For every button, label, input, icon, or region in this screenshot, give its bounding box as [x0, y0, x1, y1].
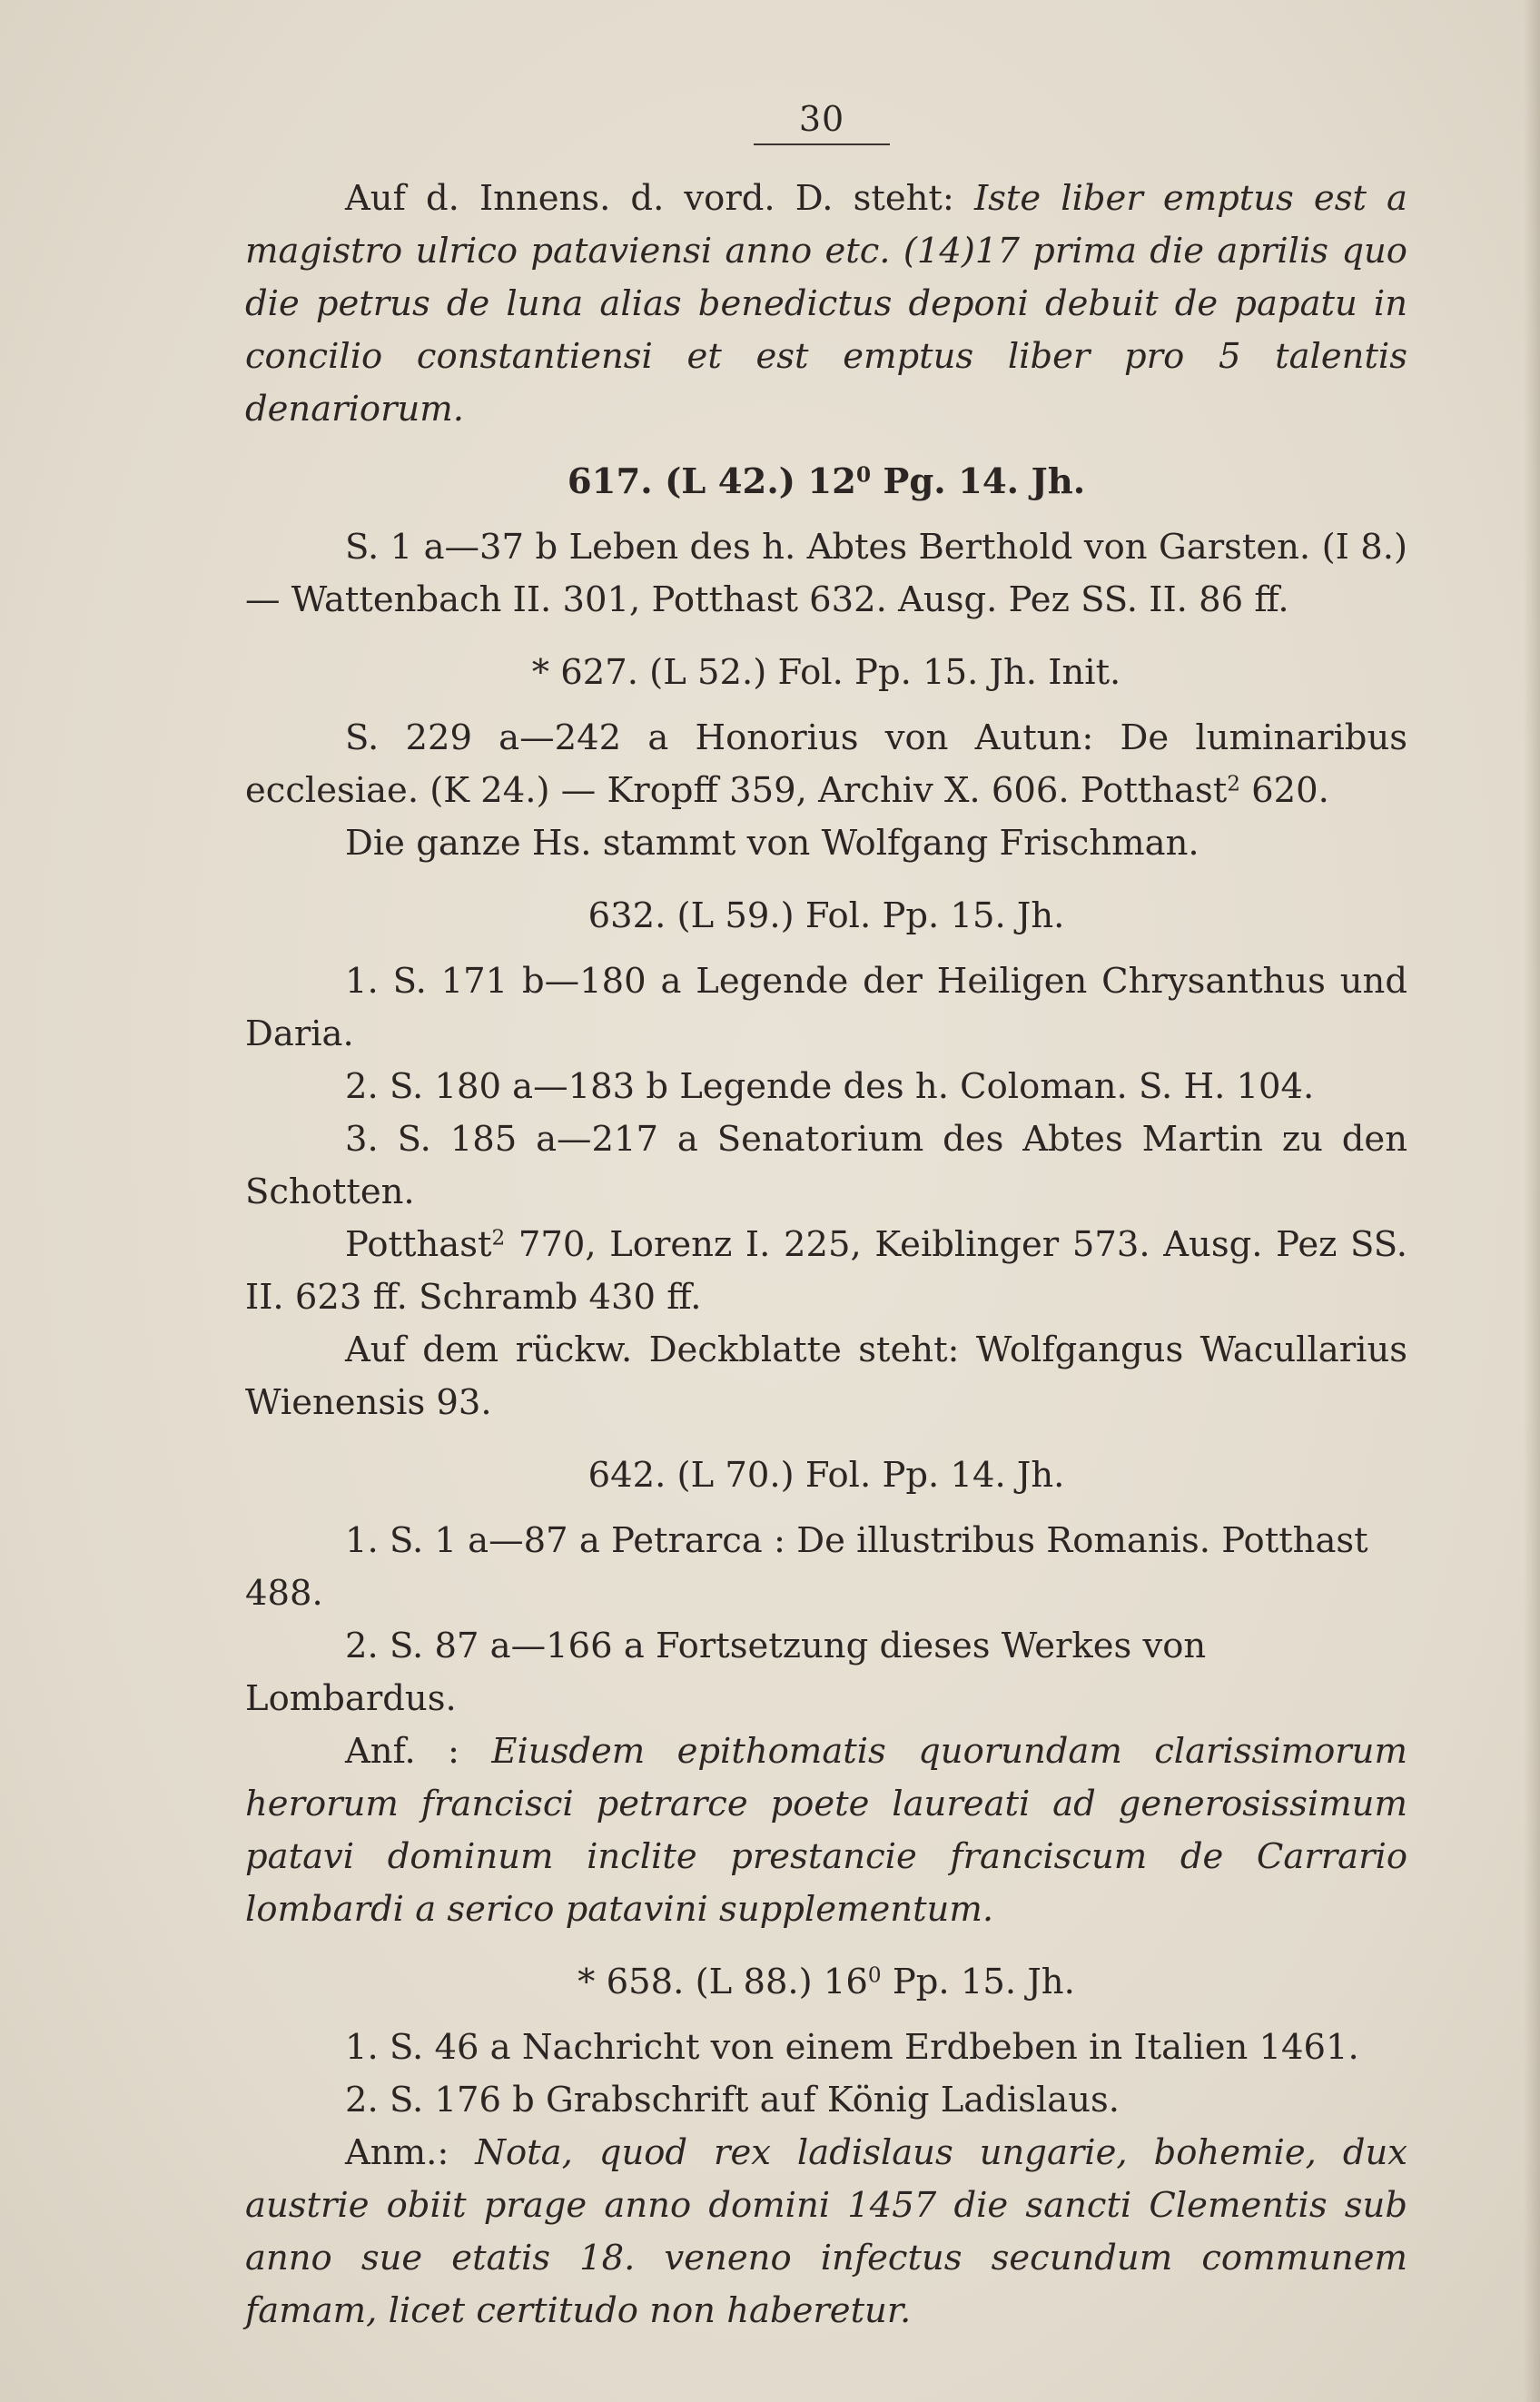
- entry-632-refs-rest: 770, Lorenz I. 225, Keiblinger 573. Ausg. Pez SS. II. 623 ff. Schramb 430 ff.: [245, 1224, 1407, 1318]
- entry-642-anf-prefix: Anf. :: [345, 1731, 492, 1772]
- entry-658-heading-rest: Pp. 15. Jh.: [881, 1962, 1075, 2002]
- entry-627-line1-rest: 620.: [1239, 770, 1329, 811]
- entry-632-item1: 1. S. 171 b—180 a Legende der Heiligen Chrysanthus und Daria.: [245, 961, 1407, 1054]
- entry-658-item1: 1. S. 46 a Nachricht von einem Erdbeben in Italien 1461.: [345, 2027, 1359, 2068]
- entry-642-item1: 1. S. 1 a—87 a Petrarca : De illustribus Romanis. Potthast 488.: [245, 1520, 1368, 1614]
- intro-paragraph: [245, 173, 1407, 436]
- entry-627-line1: [245, 712, 1407, 817]
- page-body: [245, 173, 1407, 2338]
- entry-627-line1-text: S. 229 a—242 a Honorius von Autun: De luminaribus ecclesiae. (K 24.) — Kropff 359, Archiv X. 606. Potthast: [245, 717, 1407, 811]
- entry-617-heading-sup: 0: [855, 462, 872, 488]
- entry-658-anm-italic: Nota, quod rex ladislaus ungarie, bohemie, dux austrie obiit prage anno domini 1457 die sancti Clementis sub anno sue etatis 18. veneno infectus secundum communem famam, licet certitudo non haberetur.: [245, 2132, 1407, 2331]
- entry-627-heading: * 627. (L 52.) Fol. Pp. 15. Jh. Init.: [531, 652, 1121, 693]
- intro-prefix: Auf d. Innens. d. vord. D. steht:: [345, 178, 974, 219]
- entry-642-item2: 2. S. 87 a—166 a Fortsetzung dieses Werkes von Lombardus.: [245, 1626, 1207, 1719]
- entry-658-heading: [245, 1956, 1407, 2009]
- entry-632-item2: 2. S. 180 a—183 b Legende des h. Coloman. S. H. 104.: [345, 1066, 1315, 1107]
- entry-658-anm: [245, 2127, 1407, 2338]
- entry-617-heading: [245, 456, 1407, 509]
- entry-617-heading-rest: Pg. 14. Jh.: [871, 461, 1086, 502]
- entry-658-heading-sup: 0: [867, 1963, 882, 1988]
- entry-632-refs: [245, 1219, 1407, 1324]
- entry-658-anm-prefix: Anm.:: [345, 2132, 476, 2173]
- entry-658-item2: 2. S. 176 b Grabschrift auf König Ladislaus.: [345, 2080, 1120, 2120]
- entry-632-refs-sup: 2: [491, 1226, 506, 1250]
- entry-658-heading-text: * 658. (L 88.) 16: [578, 1962, 868, 2002]
- intro-italic-quote: Iste liber emptus est a magistro ulrico pataviensi anno etc. (14)17 prima die aprilis quo die petrus de luna alias benedictus deponi debuit de papatu in concilio constantiensi et est emptus liber pro 5 talentis denariorum.: [245, 178, 1407, 430]
- entry-617-heading-text: 617. (L 42.) 12: [567, 461, 856, 502]
- page-number: 30: [754, 98, 890, 145]
- entry-632-note: Auf dem rückw. Deckblatte steht: Wolfgangus Wacullarius Wienensis 93.: [245, 1330, 1407, 1423]
- entry-632-item3: 3. S. 185 a—217 a Senatorium des Abtes Martin zu den Schotten.: [245, 1119, 1407, 1212]
- entry-632-heading: 632. (L 59.) Fol. Pp. 15. Jh.: [587, 895, 1065, 936]
- entry-617-line: S. 1 a—37 b Leben des h. Abtes Berthold von Garsten. (I 8.) — Wattenbach II. 301, Potthast 632. Ausg. Pez SS. II. 86 ff.: [245, 527, 1407, 620]
- entry-642-anf: [245, 1725, 1407, 1936]
- entry-642-heading: 642. (L 70.) Fol. Pp. 14. Jh.: [587, 1455, 1065, 1496]
- page-edge-shadow: [1524, 0, 1540, 2402]
- entry-632-refs-text: Potthast: [345, 1224, 492, 1265]
- entry-642-anf-italic: Eiusdem epithomatis quorundam clarissimorum herorum francisci petrarce poete laureati ad generosissimum patavi dominum inclite prestancie franciscum de Carrario lombardi a serico patavini supplementum.: [245, 1731, 1407, 1930]
- entry-627-line2: Die ganze Hs. stammt von Wolfgang Frischman.: [345, 823, 1199, 864]
- entry-627-line1-sup: 2: [1227, 772, 1240, 796]
